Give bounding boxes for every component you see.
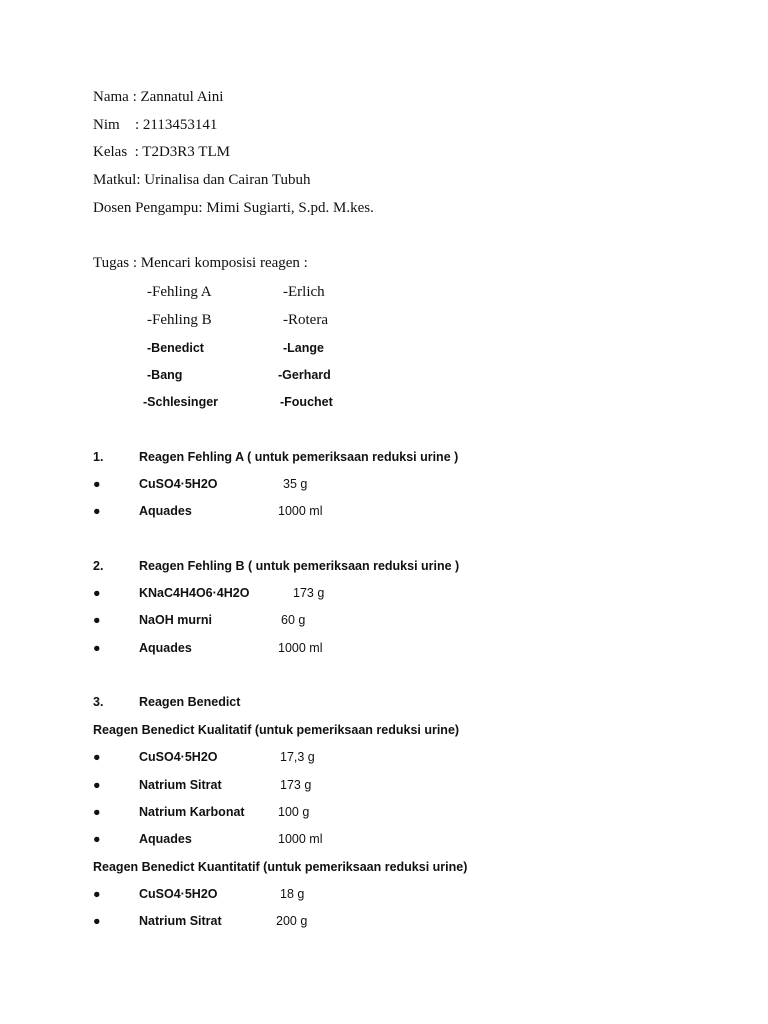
reagent-name: NaOH murni	[139, 613, 212, 627]
bullet-icon: ●	[93, 504, 101, 518]
reagent-name: CuSO4·5H2O	[139, 477, 218, 491]
tugas-left-item: -Bang	[147, 368, 183, 382]
bullet-icon: ●	[93, 832, 101, 846]
reagent-name: CuSO4·5H2O	[139, 750, 218, 764]
tugas-left-item: -Fehling B	[147, 312, 212, 328]
reagent-amount: 1000 ml	[278, 504, 323, 518]
reagent-amount: 1000 ml	[278, 641, 323, 655]
reagent-amount: 173 g	[280, 778, 312, 792]
reagent-name: KNaC4H4O6·4H2O	[139, 586, 250, 600]
section-title: Reagen Fehling B ( untuk pemeriksaan reduksi urine )	[139, 559, 460, 573]
section-number: 2.	[93, 559, 104, 573]
tugas-right-item: -Lange	[283, 341, 324, 355]
tugas-title: Tugas : Mencari komposisi reagen :	[93, 255, 308, 271]
tugas-left-item: -Benedict	[147, 341, 204, 355]
reagent-name: Aquades	[139, 641, 192, 655]
kelas-line: Kelas : T2D3R3 TLM	[93, 144, 230, 160]
bullet-icon: ●	[93, 887, 101, 901]
subsection-title: Reagen Benedict Kualitatif (untuk pemeriksaan reduksi urine)	[93, 723, 460, 737]
reagent-name: CuSO4·5H2O	[139, 887, 218, 901]
nim-value: : 2113453141	[135, 117, 218, 133]
reagent-name: Natrium Sitrat	[139, 778, 222, 792]
reagent-name: Natrium Sitrat	[139, 914, 222, 928]
reagent-amount: 35 g	[283, 477, 308, 491]
bullet-icon: ●	[93, 641, 101, 655]
reagent-name: Aquades	[139, 504, 192, 518]
tugas-right-item: -Rotera	[283, 312, 328, 328]
bullet-icon: ●	[93, 613, 101, 627]
bullet-icon: ●	[93, 477, 101, 491]
tugas-left-item: -Schlesinger	[143, 395, 219, 409]
nim-label: Nim	[93, 117, 120, 133]
bullet-icon: ●	[93, 778, 101, 792]
bullet-icon: ●	[93, 750, 101, 764]
tugas-right-item: -Gerhard	[278, 368, 331, 382]
reagent-amount: 200 g	[276, 914, 308, 928]
reagent-name: Natrium Karbonat	[139, 805, 245, 819]
section-number: 3.	[93, 695, 104, 709]
reagent-amount: 18 g	[280, 887, 305, 901]
reagent-amount: 100 g	[278, 805, 310, 819]
subsection-title: Reagen Benedict Kuantitatif (untuk pemeriksaan reduksi urine)	[93, 860, 468, 874]
tugas-right-item: -Erlich	[283, 284, 325, 300]
matkul-line: Matkul: Urinalisa dan Cairan Tubuh	[93, 172, 311, 188]
section-title: Reagen Benedict	[139, 695, 241, 709]
dosen-line: Dosen Pengampu: Mimi Sugiarti, S.pd. M.kes.	[93, 200, 374, 216]
bullet-icon: ●	[93, 914, 101, 928]
section-title: Reagen Fehling A ( untuk pemeriksaan reduksi urine )	[139, 450, 459, 464]
reagent-amount: 173 g	[293, 586, 325, 600]
bullet-icon: ●	[93, 805, 101, 819]
reagent-amount: 17,3 g	[280, 750, 315, 764]
section-number: 1.	[93, 450, 104, 464]
tugas-right-item: -Fouchet	[280, 395, 333, 409]
reagent-name: Aquades	[139, 832, 192, 846]
tugas-left-item: -Fehling A	[147, 284, 212, 300]
bullet-icon: ●	[93, 586, 101, 600]
nama-line: Nama : Zannatul Aini	[93, 89, 224, 105]
reagent-amount: 60 g	[281, 613, 306, 627]
reagent-amount: 1000 ml	[278, 832, 323, 846]
